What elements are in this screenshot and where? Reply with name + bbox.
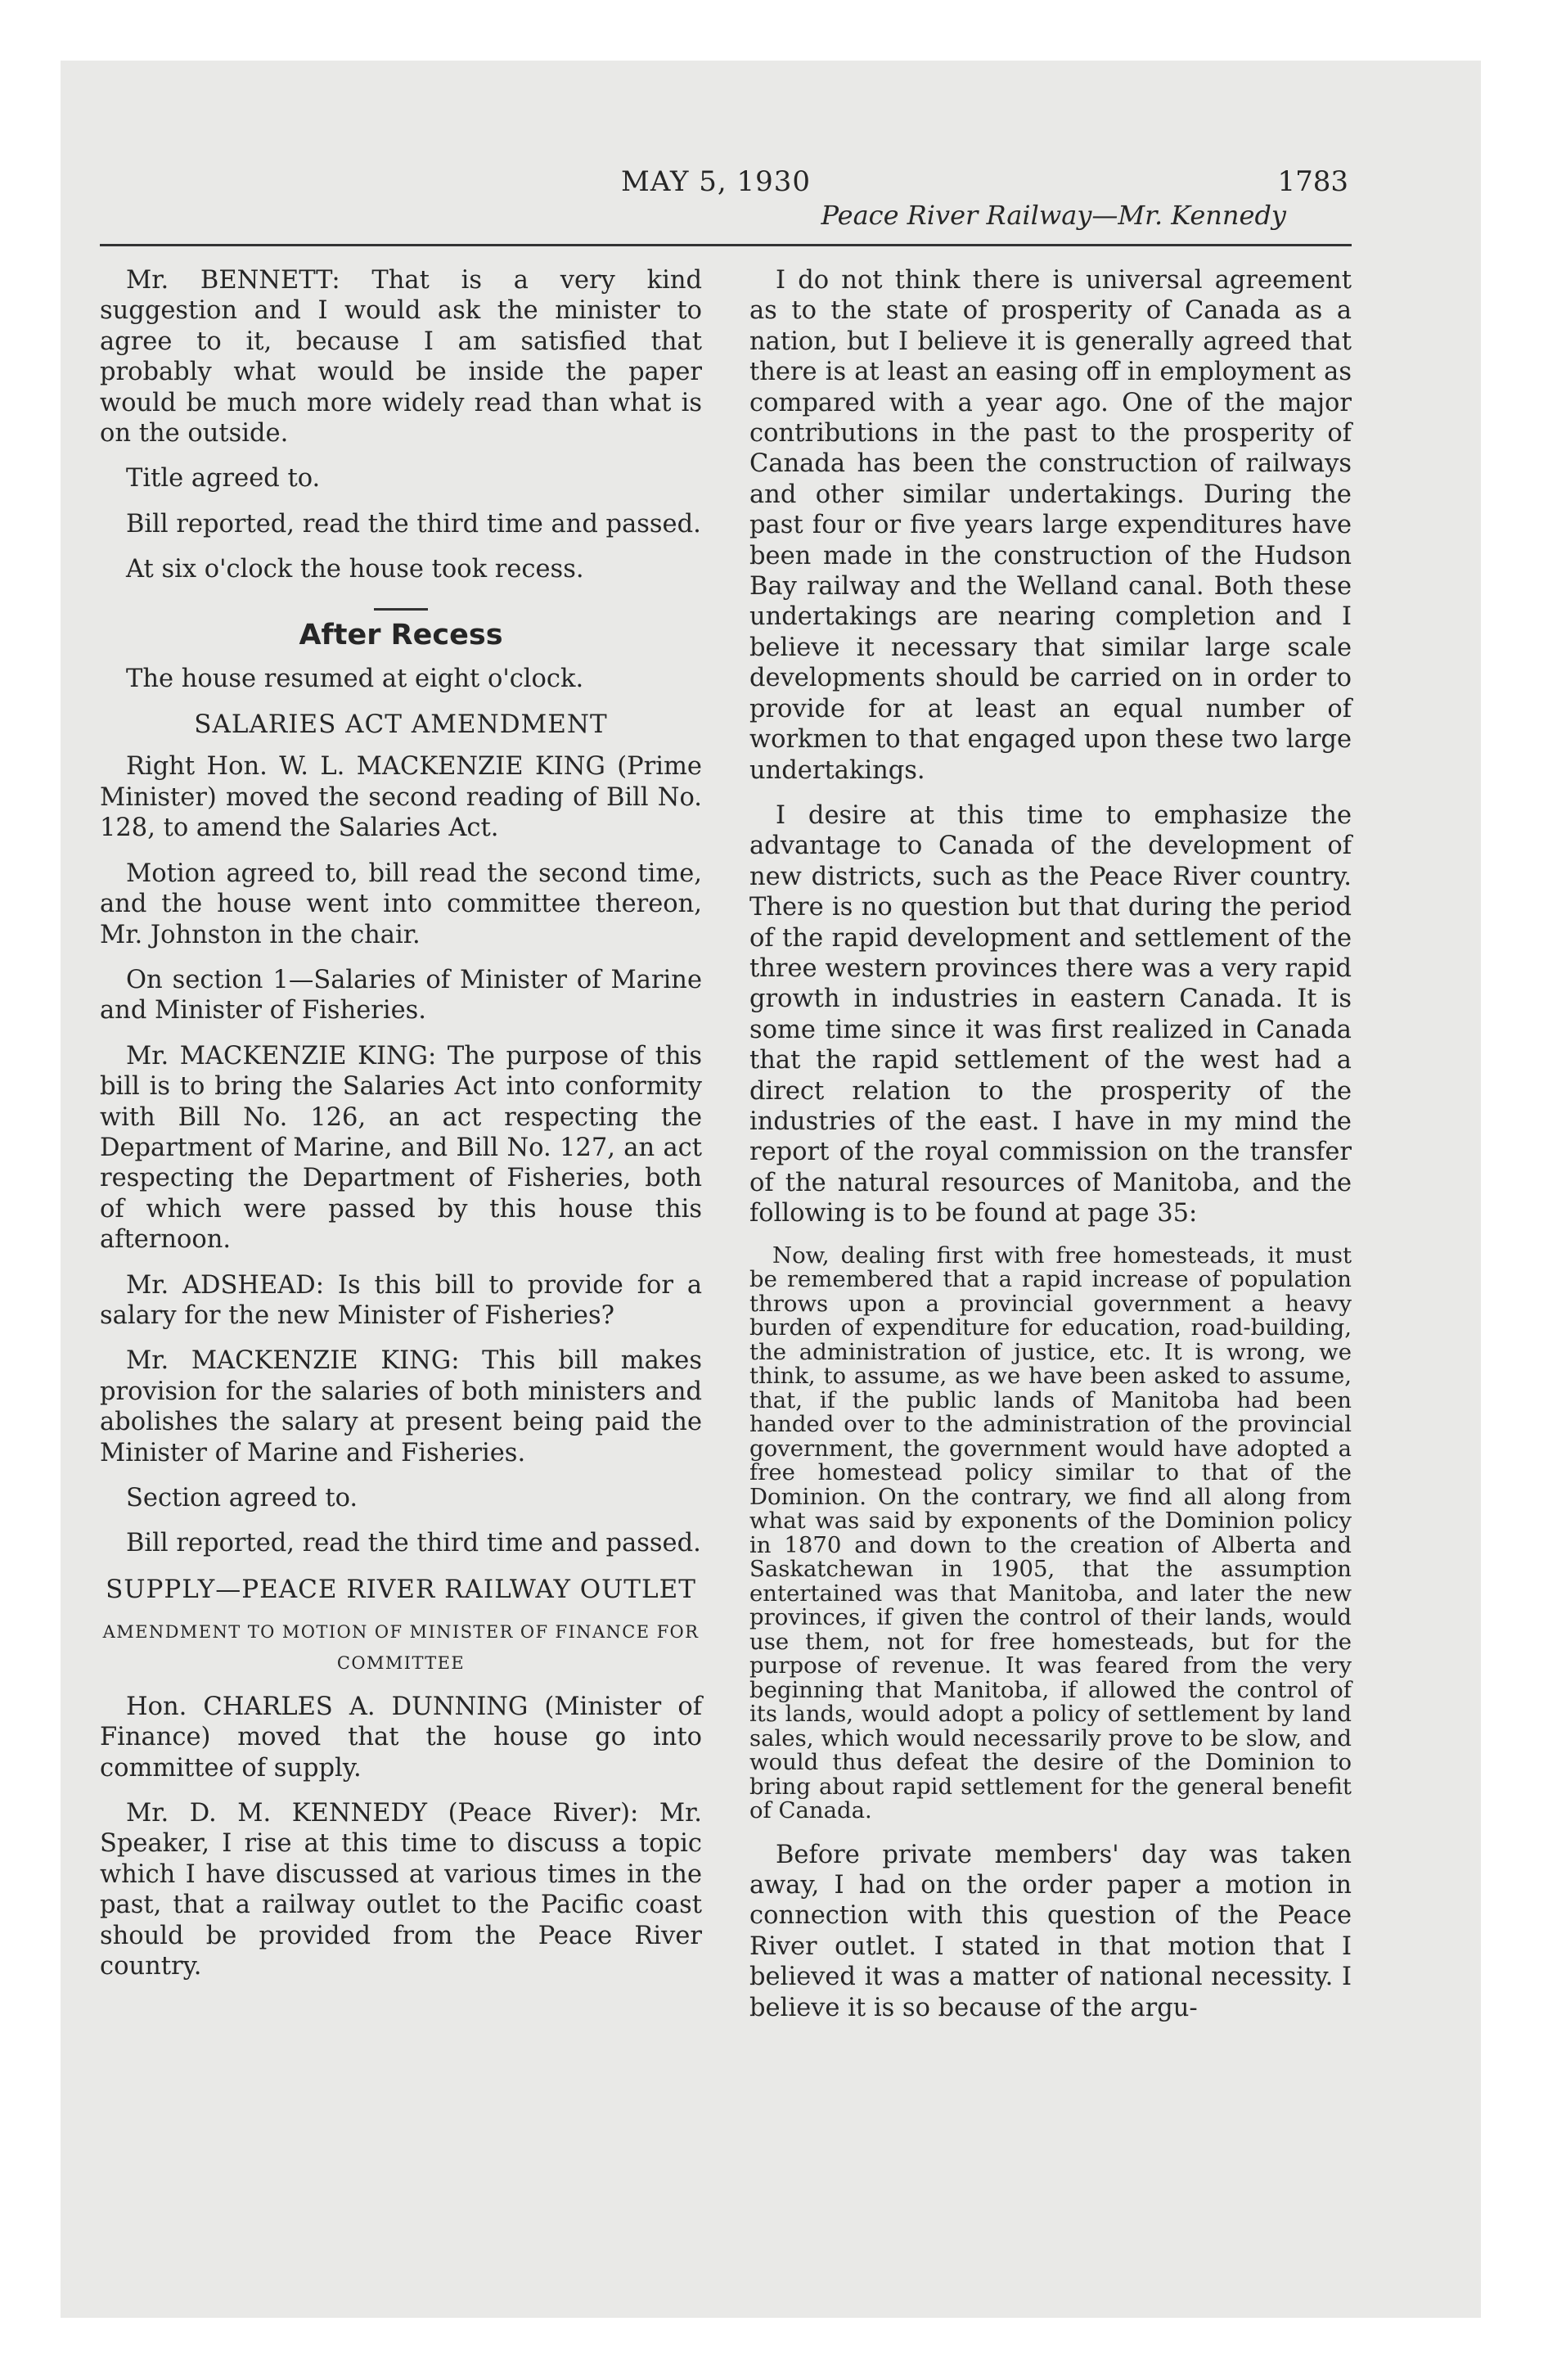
page-header [100, 154, 1352, 229]
paragraph: Section agreed to. [126, 1484, 358, 1512]
two-column-body [100, 265, 1352, 2038]
paragraph: I desire at this time to emphasize the advantage to Canada of the development of new districts, such as the Peace River country. There is no question but that during the period of the rapid development and settlement of the three western provinces there was a very rapid growth in industries in eastern Canada. It is some time since it was first realized in Canada that the rapid settlement of the west had a direct relation to the prosperity of the industries of the east. I have in my mind the report of the royal commission on the transfer of the natural resources of Manitoba, and the following is to be found at page 35: [749, 800, 1352, 1228]
paragraph: Mr. MACKENZIE KING: This bill makes provision for the salaries of both ministers and abolishes the salary at present being paid the Minister of Marine and Fisheries. [100, 1346, 702, 1467]
paragraph: I do not think there is universal agreement as to the state of prosperity of Canada as a nation, but I believe it is generally agreed that there is at least an easing off in employment as compared with a year ago. One of the major contributions in the past to the prosperity of Canada has been the construction of railways and other similar undertakings. During the past four or five years large expenditures have been made in the construction of the Hudson Bay railway and the Welland canal. Both these undertakings are nearing completion and I believe it necessary that similar large scale developments should be carried on in order to provide for at least an equal number of workmen to that engaged upon these two large undertakings. [749, 266, 1352, 785]
paragraph: Motion agreed to, bill read the second time, and the house went into committee thereon, Mr. Johnston in the chair. [100, 859, 702, 949]
paragraph: Right Hon. W. L. MACKENZIE KING (Prime Minister) moved the second reading of Bill No. 128, to amend the Salaries Act. [100, 752, 702, 843]
paragraph: Bill reported, read the third time and passed. [126, 1529, 701, 1558]
section-divider [374, 608, 428, 611]
paragraph: Hon. CHARLES A. DUNNING (Minister of Finance) moved that the house go into committee of supply. [100, 1692, 702, 1783]
left-column [100, 265, 702, 2038]
paragraph: Before private members' day was taken away, I had on the order paper a motion in connection with this question of the Peace River outlet. I stated in that motion that I believed it was a matter of national necessity. I believe it is so because of the argu- [749, 1840, 1352, 2022]
running-title: Peace River Railway—Mr. Kennedy [821, 200, 1286, 231]
paragraph: Bill reported, read the third time and passed. [126, 509, 701, 539]
right-column [749, 265, 1352, 2038]
paragraph: Mr. ADSHEAD: Is this bill to provide for a salary for the new Minister of Fisheries? [100, 1270, 702, 1330]
paragraph: Title agreed to. [126, 464, 321, 494]
paragraph: Mr. MACKENZIE KING: The purpose of this bill is to bring the Salaries Act into conformity with Bill No. 126, an act respecting the Department of Marine, and Bill No. 127, an act respecting the Department of Fisheries, both of which were passed by this house this afternoon. [100, 1041, 702, 1255]
block-quote: Now, dealing first with free homesteads, it must be remembered that a rapid increase of population throws upon a provincial government a heavy burden of expenditure for education, road-building, the administration of justice, etc. It is wrong, we think, to assume, as we have been asked to assume, that, if the public lands of Manitoba had been handed over to the administration of the provincial government, the government would have adopted a free homestead policy similar to that of the Dominion. On the contrary, we find all along from what was said by exponents of the Dominion policy in 1870 and down to the creation of Alberta and Saskatchewan in 1905, that the assumption entertained was that Manitoba, and later the new provinces, if given the control of their lands, would use them, not for free homesteads, but for the purpose of revenue. It was feared from the very beginning that Manitoba, if allowed the control of its lands, would adopt a policy of settlement by land sales, which would necessarily prove to be slow, and would thus defeat the desire of the Dominion to bring about rapid settlement for the general benefit of Canada. [749, 1242, 1352, 1824]
header-date: MAY 5, 1930 [621, 165, 812, 198]
paragraph: On section 1—Salaries of Minister of Marine and Minister of Fisheries. [100, 965, 702, 1025]
paragraph: Mr. BENNETT: That is a very kind suggestion and I would ask the minister to agree to it, because I am satisfied that probably what would be inside the paper would be much more widely read than what is on the outside. [100, 266, 702, 449]
hansard-page [100, 154, 1352, 2233]
paragraph: Mr. D. M. KENNEDY (Peace River): Mr. Speaker, I rise at this time to discuss a topic which I have discussed at various times in the past, that a railway outlet to the Pacific coast should be provided from the Peace River country. [100, 1799, 702, 1981]
section-heading-salaries-act: SALARIES ACT AMENDMENT [194, 710, 608, 740]
header-rule [100, 244, 1352, 246]
section-heading-after-recess: After Recess [299, 618, 503, 651]
section-heading-supply: SUPPLY—PEACE RIVER RAILWAY OUTLET [106, 1574, 696, 1604]
paragraph: At six o'clock the house took recess. [126, 555, 584, 584]
paragraph: The house resumed at eight o'clock. [126, 665, 584, 694]
subheading-amendment: AMENDMENT TO MOTION OF MINISTER OF FINANCE FOR COMMITTEE [102, 1621, 700, 1673]
page-number: 1783 [1277, 165, 1348, 198]
